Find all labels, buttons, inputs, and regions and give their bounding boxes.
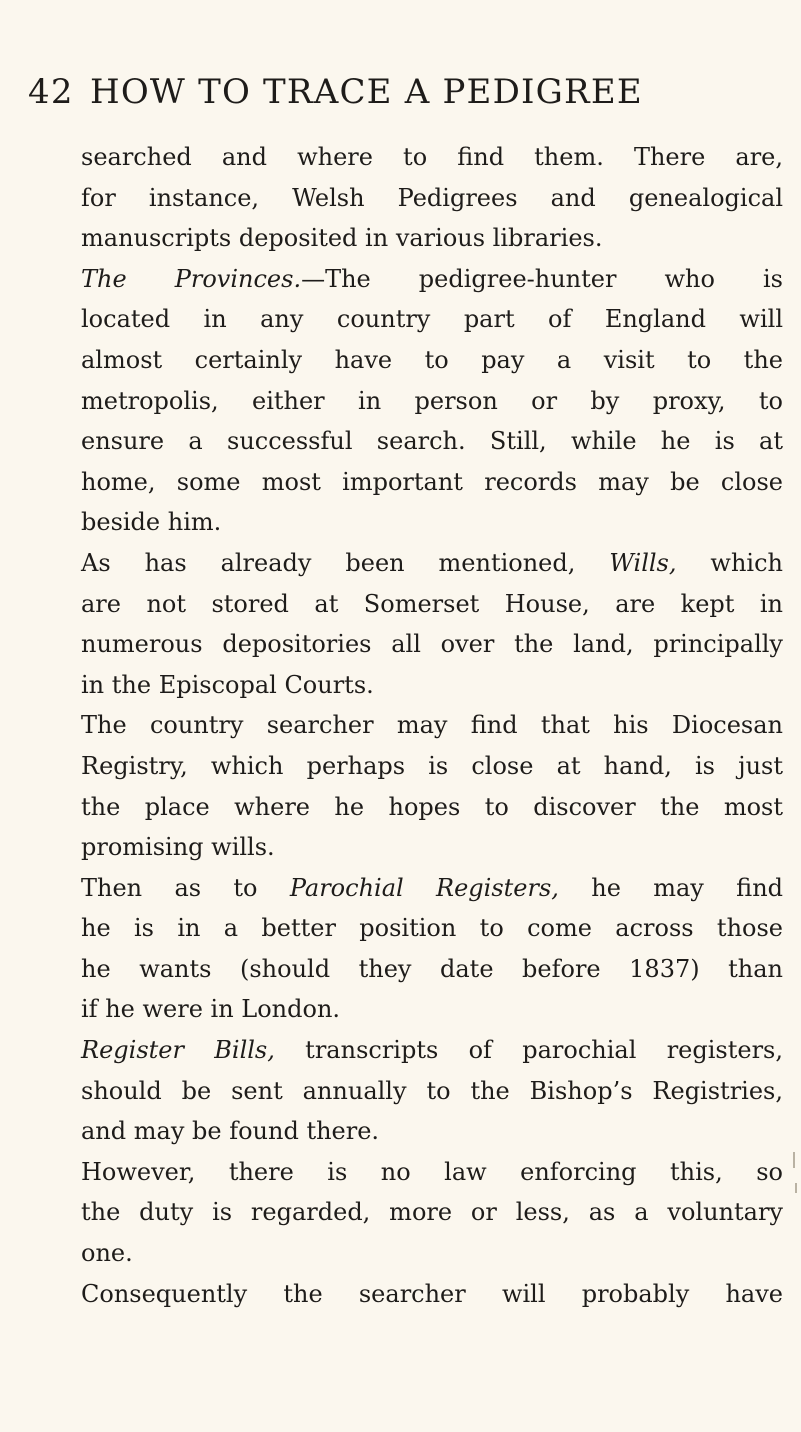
text-line <box>81 584 783 625</box>
text-segment: As has already been mentioned, <box>81 548 610 577</box>
text-segment: if he were in London. <box>81 995 341 1024</box>
text-line <box>81 1233 783 1274</box>
text-segment: almost certainly have to pay a visit to the <box>81 345 783 374</box>
text-line <box>81 705 783 746</box>
running-title: HOW TO TRACE A PEDIGREE <box>90 72 643 112</box>
text-line <box>81 787 783 828</box>
text-line <box>81 1030 783 1071</box>
text-line <box>81 137 783 178</box>
text-line <box>81 340 783 381</box>
text-segment: searched and where to find them. There are, <box>81 143 783 171</box>
text-segment: the duty is regarded, more or less, as a voluntary <box>81 1198 783 1227</box>
text-line <box>81 218 783 259</box>
text-segment: he is in a better position to come across those <box>81 914 783 943</box>
text-line <box>81 421 783 462</box>
text-line <box>81 1152 783 1193</box>
page-edge-mark <box>795 1183 797 1193</box>
text-line <box>81 665 783 706</box>
text-segment: the place where he hopes to discover the most <box>81 792 783 821</box>
page-number: 42 <box>28 72 74 112</box>
text-line <box>81 1274 783 1315</box>
page-edge-mark <box>793 1152 795 1168</box>
text-segment: ensure a successful search. Still, while he is at <box>81 427 783 456</box>
text-line <box>81 908 783 949</box>
text-line <box>81 1071 783 1112</box>
body-text <box>81 137 783 1314</box>
text-segment: for instance, Welsh Pedigrees and genealogical <box>81 183 783 212</box>
text-segment: Consequently the searcher will probably have <box>81 1279 783 1308</box>
text-line <box>81 1111 783 1152</box>
text-segment: he may find <box>558 873 784 902</box>
text-line <box>81 1192 783 1233</box>
italic-term: Parochial Registers, <box>289 873 559 902</box>
text-segment: promising wills. <box>81 833 275 862</box>
text-segment: and may be found there. <box>81 1117 380 1146</box>
text-segment: metropolis, either in person or by proxy, to <box>81 386 783 415</box>
text-segment: manuscripts deposited in various libraries. <box>81 224 603 253</box>
text-segment: in the Episcopal Courts. <box>81 670 374 699</box>
text-line <box>81 299 783 340</box>
text-line <box>81 868 783 909</box>
text-line <box>81 624 783 665</box>
text-segment: Registry, which perhaps is close at hand, is just <box>81 751 783 780</box>
running-head <box>28 70 768 114</box>
italic-term: Register Bills, <box>81 1036 275 1065</box>
text-line <box>81 502 783 543</box>
text-line <box>81 746 783 787</box>
text-segment: However, there is no law enforcing this, so <box>81 1157 783 1186</box>
text-segment: numerous depositories all over the land, principally <box>81 630 783 659</box>
italic-term: Wills, <box>609 548 677 577</box>
text-segment: which <box>676 548 783 577</box>
text-segment: transcripts of parochial registers, <box>274 1036 783 1065</box>
text-segment: home, some most important records may be close <box>81 467 783 496</box>
text-line <box>81 259 783 300</box>
text-segment: he wants (should they date before 1837) than <box>81 954 783 983</box>
text-segment: —The pedigree-hunter who is <box>301 264 783 293</box>
text-segment: located in any country part of England will <box>81 305 783 334</box>
text-segment: The country searcher may find that his Diocesan <box>81 711 783 740</box>
text-line <box>81 381 783 422</box>
text-segment: one. <box>81 1239 133 1268</box>
text-line <box>81 543 783 584</box>
text-segment: should be sent annually to the Bishop’s Registries, <box>81 1076 783 1105</box>
text-line <box>81 989 783 1030</box>
text-line <box>81 949 783 990</box>
text-segment: beside him. <box>81 508 222 537</box>
text-line <box>81 178 783 219</box>
text-segment: Then as to <box>81 873 290 902</box>
italic-term: The Provinces. <box>81 264 302 293</box>
text-segment: are not stored at Somerset House, are kept in <box>81 589 783 618</box>
text-line <box>81 462 783 503</box>
text-line <box>81 827 783 868</box>
